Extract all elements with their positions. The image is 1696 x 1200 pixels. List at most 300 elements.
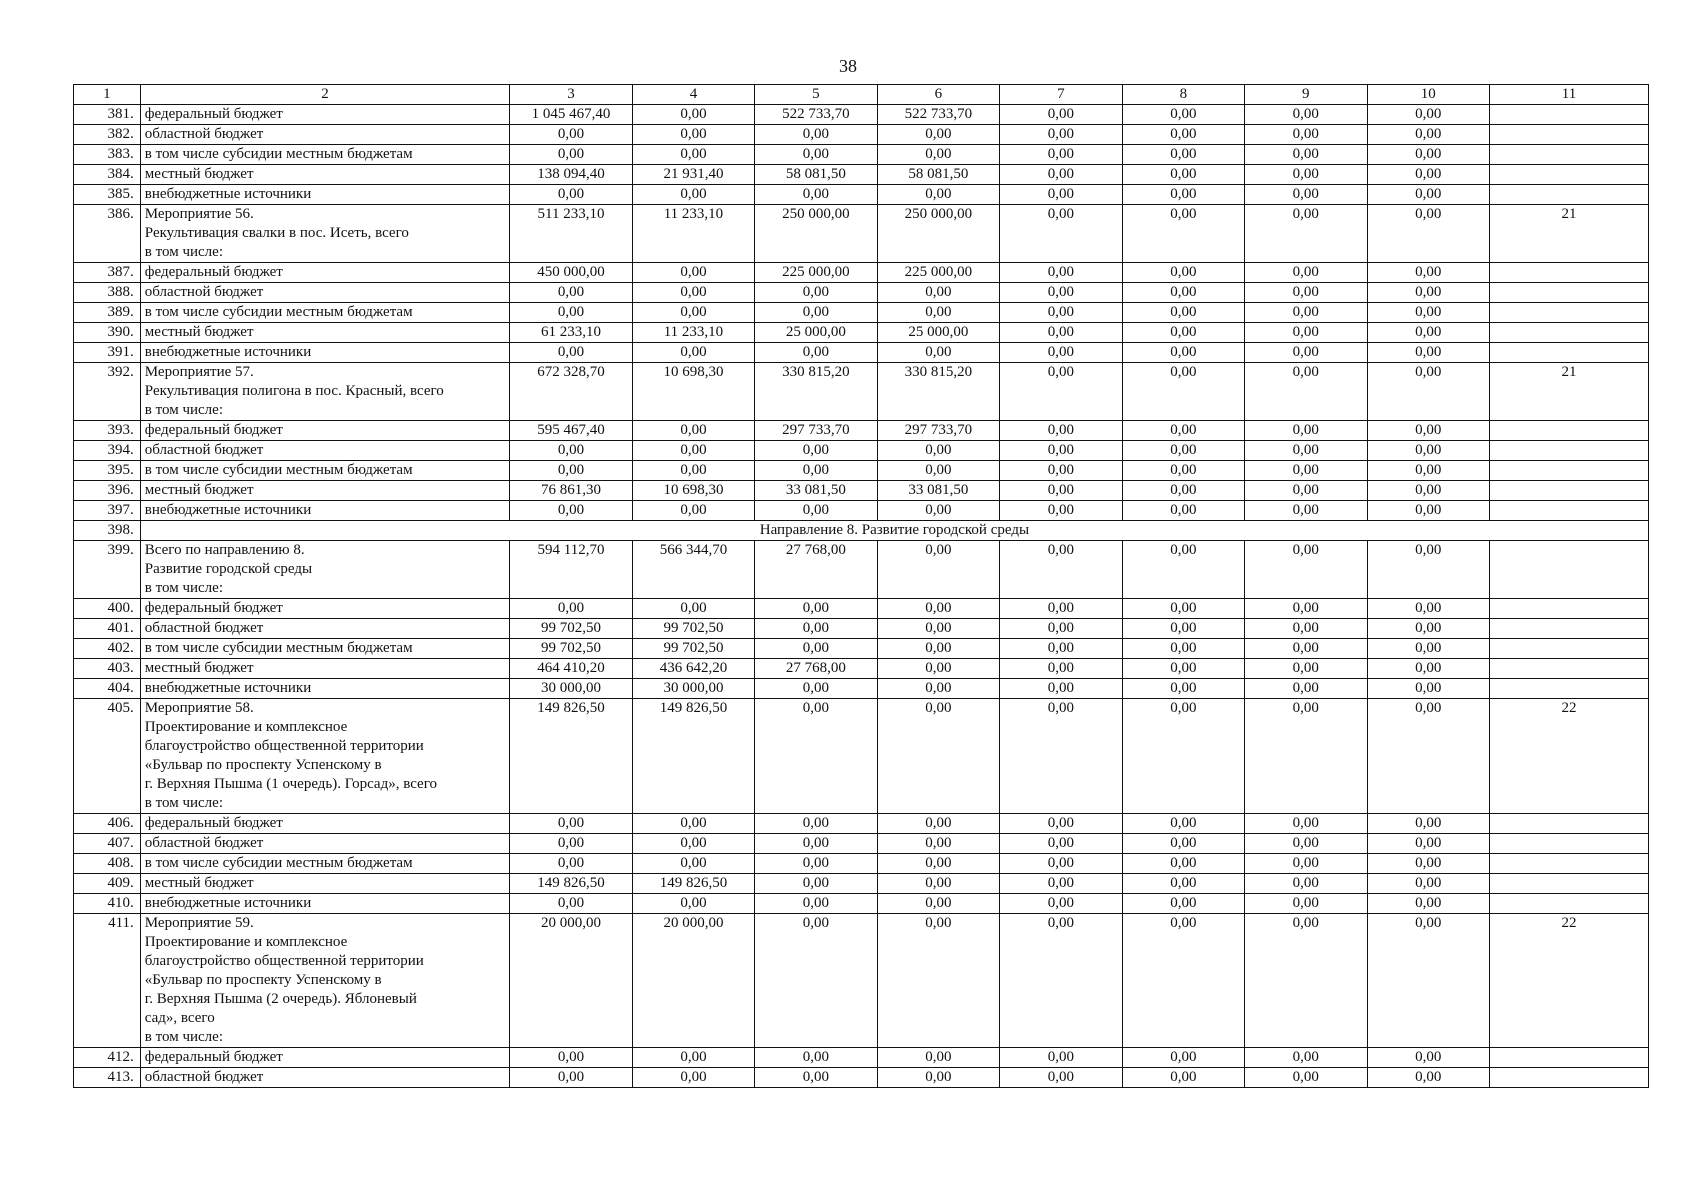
amount-cell: 0,00 bbox=[1122, 441, 1244, 461]
amount-cell: 0,00 bbox=[510, 501, 632, 521]
column-number: 1 bbox=[74, 85, 141, 105]
amount-cell: 0,00 bbox=[1367, 1068, 1489, 1088]
row-number: 407. bbox=[74, 834, 141, 854]
amount-cell: 1 045 467,40 bbox=[510, 105, 632, 125]
amount-cell: 0,00 bbox=[1000, 205, 1122, 263]
column-number: 9 bbox=[1245, 85, 1367, 105]
amount-cell: 0,00 bbox=[877, 619, 999, 639]
amount-cell: 0,00 bbox=[1000, 1048, 1122, 1068]
amount-cell: 0,00 bbox=[510, 185, 632, 205]
amount-cell: 0,00 bbox=[755, 461, 877, 481]
amount-cell: 0,00 bbox=[1000, 619, 1122, 639]
amount-cell: 0,00 bbox=[1245, 659, 1367, 679]
amount-cell: 0,00 bbox=[1000, 639, 1122, 659]
amount-cell: 10 698,30 bbox=[632, 481, 754, 501]
amount-cell: 0,00 bbox=[755, 343, 877, 363]
amount-cell: 0,00 bbox=[1367, 639, 1489, 659]
description-line: федеральный бюджет bbox=[144, 264, 283, 280]
amount-cell: 0,00 bbox=[510, 343, 632, 363]
table-row bbox=[74, 541, 1649, 599]
column-number-row bbox=[74, 85, 1649, 105]
description-line: Развитие городской среды bbox=[144, 561, 313, 577]
amount-cell: 0,00 bbox=[632, 814, 754, 834]
row-description bbox=[140, 874, 509, 894]
amount-cell: 297 733,70 bbox=[877, 421, 999, 441]
amount-cell: 0,00 bbox=[1245, 105, 1367, 125]
description-line: местный бюджет bbox=[144, 324, 254, 340]
row-description bbox=[140, 854, 509, 874]
amount-cell: 0,00 bbox=[1000, 659, 1122, 679]
amount-cell: 99 702,50 bbox=[510, 619, 632, 639]
amount-cell: 0,00 bbox=[1245, 343, 1367, 363]
amount-cell: 0,00 bbox=[1367, 894, 1489, 914]
row-description bbox=[140, 619, 509, 639]
amount-cell: 0,00 bbox=[1245, 1068, 1367, 1088]
amount-cell: 0,00 bbox=[1122, 854, 1244, 874]
amount-cell: 0,00 bbox=[1122, 481, 1244, 501]
table-row bbox=[74, 283, 1649, 303]
amount-cell: 0,00 bbox=[632, 461, 754, 481]
amount-cell: 0,00 bbox=[510, 145, 632, 165]
table-row bbox=[74, 814, 1649, 834]
amount-cell: 0,00 bbox=[632, 303, 754, 323]
amount-cell: 0,00 bbox=[755, 894, 877, 914]
amount-cell: 0,00 bbox=[1000, 421, 1122, 441]
column-number: 7 bbox=[1000, 85, 1122, 105]
amount-cell: 672 328,70 bbox=[510, 363, 632, 421]
amount-cell: 0,00 bbox=[1245, 205, 1367, 263]
table-row bbox=[74, 165, 1649, 185]
row-number: 386. bbox=[74, 205, 141, 263]
row-number: 393. bbox=[74, 421, 141, 441]
amount-cell: 0,00 bbox=[877, 894, 999, 914]
amount-cell: 0,00 bbox=[632, 185, 754, 205]
description-line: сад», всего bbox=[144, 1010, 215, 1026]
row-description bbox=[140, 914, 509, 1048]
row-description bbox=[140, 323, 509, 343]
description-line: местный бюджет bbox=[144, 166, 254, 182]
amount-cell: 20 000,00 bbox=[632, 914, 754, 1048]
amount-cell: 0,00 bbox=[632, 599, 754, 619]
amount-cell: 149 826,50 bbox=[632, 874, 754, 894]
amount-cell: 0,00 bbox=[1122, 541, 1244, 599]
amount-cell: 0,00 bbox=[1122, 185, 1244, 205]
amount-cell: 149 826,50 bbox=[510, 699, 632, 814]
reference-cell: 22 bbox=[1490, 914, 1649, 1048]
reference-cell bbox=[1490, 619, 1649, 639]
row-number: 398. bbox=[74, 521, 141, 541]
amount-cell: 11 233,10 bbox=[632, 323, 754, 343]
table-row bbox=[74, 461, 1649, 481]
amount-cell: 0,00 bbox=[1122, 105, 1244, 125]
budget-table bbox=[73, 84, 1649, 1088]
reference-cell bbox=[1490, 263, 1649, 283]
amount-cell: 0,00 bbox=[510, 303, 632, 323]
amount-cell: 0,00 bbox=[755, 619, 877, 639]
amount-cell: 0,00 bbox=[1245, 501, 1367, 521]
amount-cell: 0,00 bbox=[510, 461, 632, 481]
column-number: 11 bbox=[1490, 85, 1649, 105]
description-line: «Бульвар по проспекту Успенскому в bbox=[144, 972, 382, 988]
amount-cell: 99 702,50 bbox=[632, 619, 754, 639]
amount-cell: 0,00 bbox=[755, 699, 877, 814]
amount-cell: 0,00 bbox=[877, 501, 999, 521]
amount-cell: 594 112,70 bbox=[510, 541, 632, 599]
amount-cell: 0,00 bbox=[1000, 854, 1122, 874]
amount-cell: 0,00 bbox=[877, 679, 999, 699]
column-number: 8 bbox=[1122, 85, 1244, 105]
amount-cell: 0,00 bbox=[1367, 125, 1489, 145]
description-line: благоустройство общественной территории bbox=[144, 953, 424, 969]
amount-cell: 30 000,00 bbox=[632, 679, 754, 699]
amount-cell: 0,00 bbox=[755, 874, 877, 894]
reference-cell bbox=[1490, 814, 1649, 834]
reference-cell bbox=[1490, 659, 1649, 679]
amount-cell: 0,00 bbox=[877, 145, 999, 165]
amount-cell: 99 702,50 bbox=[510, 639, 632, 659]
description-line: в том числе субсидии местным бюджетам bbox=[144, 640, 413, 656]
description-line: внебюджетные источники bbox=[144, 680, 312, 696]
reference-cell bbox=[1490, 639, 1649, 659]
reference-cell bbox=[1490, 421, 1649, 441]
page-number: 38 bbox=[839, 56, 857, 76]
amount-cell: 0,00 bbox=[1000, 874, 1122, 894]
reference-cell bbox=[1490, 679, 1649, 699]
amount-cell: 0,00 bbox=[1000, 165, 1122, 185]
amount-cell: 0,00 bbox=[1122, 1068, 1244, 1088]
amount-cell: 0,00 bbox=[1367, 323, 1489, 343]
amount-cell: 0,00 bbox=[1367, 659, 1489, 679]
description-line: областной бюджет bbox=[144, 835, 264, 851]
amount-cell: 0,00 bbox=[1245, 145, 1367, 165]
table-row bbox=[74, 659, 1649, 679]
amount-cell: 0,00 bbox=[877, 639, 999, 659]
amount-cell: 250 000,00 bbox=[877, 205, 999, 263]
amount-cell: 0,00 bbox=[510, 834, 632, 854]
table-row bbox=[74, 834, 1649, 854]
table-row bbox=[74, 303, 1649, 323]
column-number: 3 bbox=[510, 85, 632, 105]
column-number: 10 bbox=[1367, 85, 1489, 105]
amount-cell: 0,00 bbox=[1000, 541, 1122, 599]
row-description bbox=[140, 834, 509, 854]
amount-cell: 0,00 bbox=[877, 814, 999, 834]
row-number: 385. bbox=[74, 185, 141, 205]
amount-cell: 0,00 bbox=[1122, 914, 1244, 1048]
amount-cell: 0,00 bbox=[1367, 854, 1489, 874]
table-row bbox=[74, 521, 1649, 541]
amount-cell: 0,00 bbox=[755, 501, 877, 521]
amount-cell: 511 233,10 bbox=[510, 205, 632, 263]
amount-cell: 0,00 bbox=[755, 185, 877, 205]
description-line: областной бюджет bbox=[144, 126, 264, 142]
amount-cell: 149 826,50 bbox=[632, 699, 754, 814]
amount-cell: 0,00 bbox=[1245, 874, 1367, 894]
reference-cell: 21 bbox=[1490, 205, 1649, 263]
amount-cell: 0,00 bbox=[1000, 263, 1122, 283]
amount-cell: 0,00 bbox=[632, 263, 754, 283]
reference-cell: 22 bbox=[1490, 699, 1649, 814]
row-number: 403. bbox=[74, 659, 141, 679]
amount-cell: 0,00 bbox=[1000, 363, 1122, 421]
amount-cell: 0,00 bbox=[1367, 599, 1489, 619]
amount-cell: 0,00 bbox=[510, 441, 632, 461]
row-number: 396. bbox=[74, 481, 141, 501]
amount-cell: 0,00 bbox=[1245, 834, 1367, 854]
row-number: 400. bbox=[74, 599, 141, 619]
reference-cell bbox=[1490, 145, 1649, 165]
amount-cell: 0,00 bbox=[1367, 914, 1489, 1048]
amount-cell: 0,00 bbox=[1122, 145, 1244, 165]
row-number: 392. bbox=[74, 363, 141, 421]
amount-cell: 0,00 bbox=[632, 501, 754, 521]
amount-cell: 0,00 bbox=[755, 854, 877, 874]
description-line: в том числе: bbox=[144, 402, 223, 418]
amount-cell: 0,00 bbox=[1122, 343, 1244, 363]
row-description bbox=[140, 105, 509, 125]
amount-cell: 0,00 bbox=[1367, 501, 1489, 521]
amount-cell: 0,00 bbox=[1367, 461, 1489, 481]
description-line: в том числе субсидии местным бюджетам bbox=[144, 146, 413, 162]
amount-cell: 0,00 bbox=[1000, 679, 1122, 699]
amount-cell: 0,00 bbox=[1122, 814, 1244, 834]
amount-cell: 0,00 bbox=[510, 1068, 632, 1088]
description-line: Мероприятие 59. bbox=[144, 915, 254, 931]
amount-cell: 0,00 bbox=[632, 834, 754, 854]
reference-cell bbox=[1490, 185, 1649, 205]
row-description bbox=[140, 205, 509, 263]
amount-cell: 76 861,30 bbox=[510, 481, 632, 501]
amount-cell: 0,00 bbox=[1245, 323, 1367, 343]
amount-cell: 0,00 bbox=[877, 834, 999, 854]
amount-cell: 0,00 bbox=[1245, 363, 1367, 421]
description-line: в том числе субсидии местным бюджетам bbox=[144, 462, 413, 478]
description-line: Рекультивация свалки в пос. Исеть, всего bbox=[144, 225, 409, 241]
description-line: в том числе субсидии местным бюджетам bbox=[144, 304, 413, 320]
amount-cell: 0,00 bbox=[510, 283, 632, 303]
amount-cell: 0,00 bbox=[1245, 854, 1367, 874]
row-number: 397. bbox=[74, 501, 141, 521]
amount-cell: 0,00 bbox=[1000, 441, 1122, 461]
description-line: областной бюджет bbox=[144, 1069, 264, 1085]
reference-cell bbox=[1490, 125, 1649, 145]
amount-cell: 33 081,50 bbox=[877, 481, 999, 501]
description-line: г. Верхняя Пышма (2 очередь). Яблоневый bbox=[144, 991, 417, 1007]
amount-cell: 149 826,50 bbox=[510, 874, 632, 894]
amount-cell: 58 081,50 bbox=[877, 165, 999, 185]
description-line: внебюджетные источники bbox=[144, 895, 312, 911]
amount-cell: 0,00 bbox=[1367, 283, 1489, 303]
amount-cell: 0,00 bbox=[1245, 165, 1367, 185]
amount-cell: 297 733,70 bbox=[755, 421, 877, 441]
table-row bbox=[74, 1068, 1649, 1088]
row-number: 381. bbox=[74, 105, 141, 125]
row-number: 384. bbox=[74, 165, 141, 185]
table-row bbox=[74, 343, 1649, 363]
reference-cell: 21 bbox=[1490, 363, 1649, 421]
amount-cell: 0,00 bbox=[510, 125, 632, 145]
table-row bbox=[74, 441, 1649, 461]
row-description bbox=[140, 421, 509, 441]
amount-cell: 61 233,10 bbox=[510, 323, 632, 343]
description-line: федеральный бюджет bbox=[144, 815, 283, 831]
amount-cell: 0,00 bbox=[632, 145, 754, 165]
row-number: 382. bbox=[74, 125, 141, 145]
reference-cell bbox=[1490, 481, 1649, 501]
amount-cell: 0,00 bbox=[1122, 1048, 1244, 1068]
amount-cell: 450 000,00 bbox=[510, 263, 632, 283]
amount-cell: 0,00 bbox=[1000, 125, 1122, 145]
table-row bbox=[74, 263, 1649, 283]
amount-cell: 0,00 bbox=[632, 343, 754, 363]
amount-cell: 25 000,00 bbox=[877, 323, 999, 343]
row-number: 411. bbox=[74, 914, 141, 1048]
amount-cell: 0,00 bbox=[755, 814, 877, 834]
table-body bbox=[74, 105, 1649, 1088]
amount-cell: 0,00 bbox=[1000, 894, 1122, 914]
amount-cell: 0,00 bbox=[1000, 105, 1122, 125]
amount-cell: 0,00 bbox=[632, 1048, 754, 1068]
row-number: 390. bbox=[74, 323, 141, 343]
description-line: федеральный бюджет bbox=[144, 600, 283, 616]
amount-cell: 0,00 bbox=[1367, 363, 1489, 421]
reference-cell bbox=[1490, 343, 1649, 363]
amount-cell: 0,00 bbox=[1122, 619, 1244, 639]
row-number: 412. bbox=[74, 1048, 141, 1068]
row-number: 383. bbox=[74, 145, 141, 165]
amount-cell: 330 815,20 bbox=[877, 363, 999, 421]
amount-cell: 0,00 bbox=[1122, 699, 1244, 814]
row-number: 389. bbox=[74, 303, 141, 323]
amount-cell: 0,00 bbox=[1000, 481, 1122, 501]
description-line: местный бюджет bbox=[144, 660, 254, 676]
amount-cell: 0,00 bbox=[1000, 814, 1122, 834]
row-description bbox=[140, 814, 509, 834]
amount-cell: 436 642,20 bbox=[632, 659, 754, 679]
amount-cell: 0,00 bbox=[632, 283, 754, 303]
row-description bbox=[140, 283, 509, 303]
table-row bbox=[74, 185, 1649, 205]
amount-cell: 0,00 bbox=[632, 441, 754, 461]
amount-cell: 0,00 bbox=[755, 914, 877, 1048]
description-line: «Бульвар по проспекту Успенскому в bbox=[144, 757, 382, 773]
amount-cell: 0,00 bbox=[1245, 894, 1367, 914]
amount-cell: 0,00 bbox=[510, 1048, 632, 1068]
amount-cell: 0,00 bbox=[755, 599, 877, 619]
amount-cell: 0,00 bbox=[1122, 205, 1244, 263]
amount-cell: 0,00 bbox=[1245, 541, 1367, 599]
amount-cell: 0,00 bbox=[755, 639, 877, 659]
amount-cell: 0,00 bbox=[1000, 699, 1122, 814]
amount-cell: 0,00 bbox=[1367, 441, 1489, 461]
description-line: Мероприятие 58. bbox=[144, 700, 254, 716]
amount-cell: 0,00 bbox=[1367, 263, 1489, 283]
amount-cell: 0,00 bbox=[1245, 481, 1367, 501]
amount-cell: 0,00 bbox=[1000, 599, 1122, 619]
amount-cell: 0,00 bbox=[1122, 165, 1244, 185]
amount-cell: 0,00 bbox=[632, 125, 754, 145]
amount-cell: 0,00 bbox=[1122, 679, 1244, 699]
row-number: 402. bbox=[74, 639, 141, 659]
description-line: федеральный бюджет bbox=[144, 1049, 283, 1065]
amount-cell: 0,00 bbox=[877, 343, 999, 363]
amount-cell: 0,00 bbox=[632, 894, 754, 914]
row-number: 406. bbox=[74, 814, 141, 834]
amount-cell: 0,00 bbox=[1000, 501, 1122, 521]
amount-cell: 0,00 bbox=[1245, 914, 1367, 1048]
description-line: местный бюджет bbox=[144, 875, 254, 891]
amount-cell: 27 768,00 bbox=[755, 659, 877, 679]
table-row bbox=[74, 914, 1649, 1048]
row-number: 388. bbox=[74, 283, 141, 303]
amount-cell: 0,00 bbox=[1122, 461, 1244, 481]
amount-cell: 0,00 bbox=[1122, 639, 1244, 659]
amount-cell: 0,00 bbox=[1245, 699, 1367, 814]
amount-cell: 225 000,00 bbox=[755, 263, 877, 283]
amount-cell: 138 094,40 bbox=[510, 165, 632, 185]
amount-cell: 0,00 bbox=[877, 541, 999, 599]
amount-cell: 0,00 bbox=[1000, 461, 1122, 481]
amount-cell: 0,00 bbox=[1122, 283, 1244, 303]
amount-cell: 0,00 bbox=[877, 125, 999, 145]
row-number: 394. bbox=[74, 441, 141, 461]
amount-cell: 20 000,00 bbox=[510, 914, 632, 1048]
description-line: г. Верхняя Пышма (1 очередь). Горсад», всего bbox=[144, 776, 437, 792]
amount-cell: 0,00 bbox=[1245, 421, 1367, 441]
amount-cell: 0,00 bbox=[1122, 421, 1244, 441]
amount-cell: 0,00 bbox=[632, 854, 754, 874]
description-line: в том числе: bbox=[144, 795, 223, 811]
reference-cell bbox=[1490, 501, 1649, 521]
amount-cell: 11 233,10 bbox=[632, 205, 754, 263]
reference-cell bbox=[1490, 283, 1649, 303]
reference-cell bbox=[1490, 461, 1649, 481]
row-description bbox=[140, 699, 509, 814]
amount-cell: 0,00 bbox=[1367, 145, 1489, 165]
amount-cell: 0,00 bbox=[755, 1048, 877, 1068]
section-heading: Направление 8. Развитие городской среды bbox=[140, 521, 1648, 541]
table-row bbox=[74, 854, 1649, 874]
table-row bbox=[74, 421, 1649, 441]
reference-cell bbox=[1490, 854, 1649, 874]
column-number: 2 bbox=[140, 85, 509, 105]
amount-cell: 0,00 bbox=[1122, 894, 1244, 914]
amount-cell: 0,00 bbox=[1000, 914, 1122, 1048]
amount-cell: 0,00 bbox=[877, 461, 999, 481]
table-row bbox=[74, 679, 1649, 699]
amount-cell: 0,00 bbox=[510, 814, 632, 834]
row-number: 405. bbox=[74, 699, 141, 814]
amount-cell: 0,00 bbox=[1367, 205, 1489, 263]
description-line: в том числе субсидии местным бюджетам bbox=[144, 855, 413, 871]
amount-cell: 0,00 bbox=[1367, 421, 1489, 441]
amount-cell: 0,00 bbox=[1122, 834, 1244, 854]
amount-cell: 0,00 bbox=[1000, 343, 1122, 363]
reference-cell bbox=[1490, 541, 1649, 599]
description-line: федеральный бюджет bbox=[144, 106, 283, 122]
row-number: 413. bbox=[74, 1068, 141, 1088]
row-description bbox=[140, 481, 509, 501]
row-number: 387. bbox=[74, 263, 141, 283]
amount-cell: 21 931,40 bbox=[632, 165, 754, 185]
description-line: областной бюджет bbox=[144, 442, 264, 458]
row-description bbox=[140, 639, 509, 659]
row-number: 409. bbox=[74, 874, 141, 894]
reference-cell bbox=[1490, 834, 1649, 854]
row-description bbox=[140, 894, 509, 914]
row-description bbox=[140, 441, 509, 461]
amount-cell: 595 467,40 bbox=[510, 421, 632, 441]
